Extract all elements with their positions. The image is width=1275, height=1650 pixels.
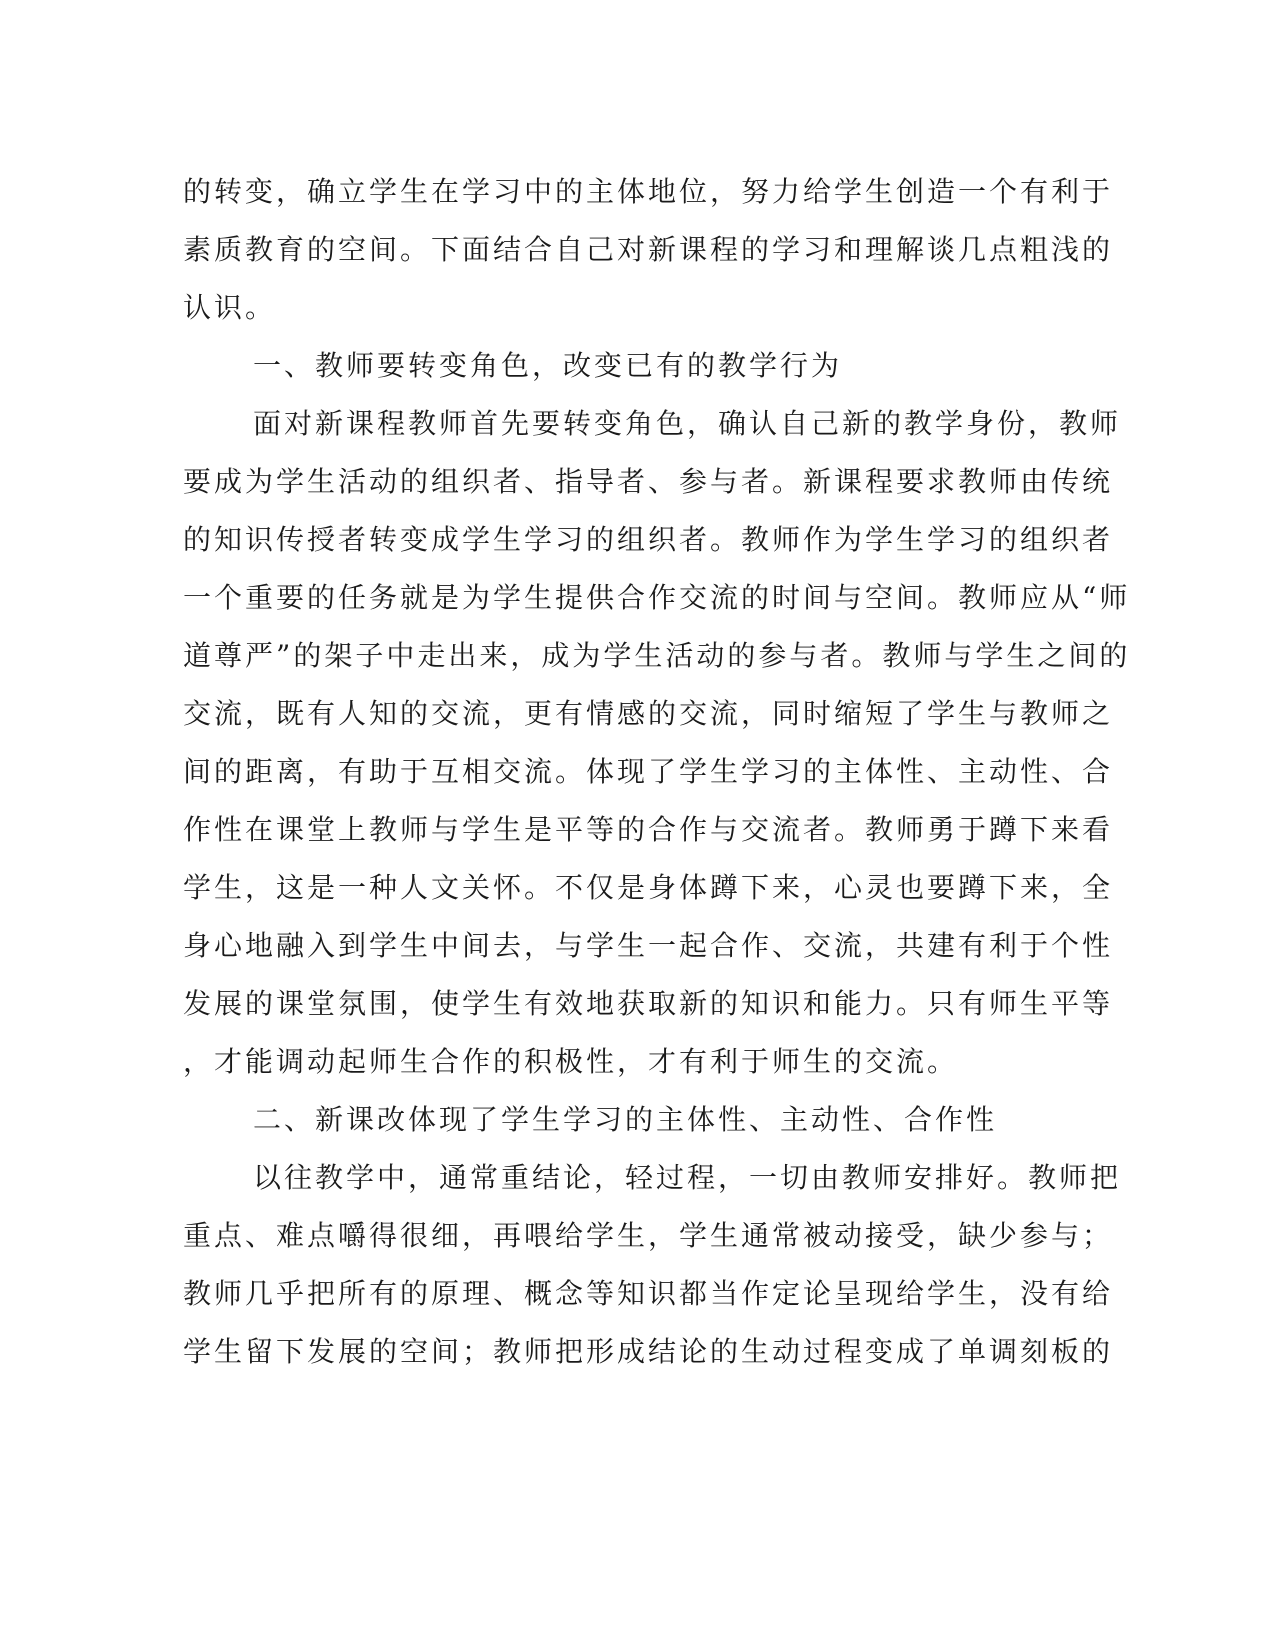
text-line: 重点、难点嚼得很细，再喂给学生，学生通常被动接受，缺少参与；: [183, 1219, 1114, 1252]
document-body: [183, 163, 1131, 1381]
text-line: 要成为学生活动的组织者、指导者、参与者。新课程要求教师由传统: [183, 465, 1114, 498]
text-line: 一个重要的任务就是为学生提供合作交流的时间与空间。教师应从“师: [183, 581, 1131, 614]
text-line: 学生留下发展的空间；教师把形成结论的生动过程变成了单调刻板的: [183, 1335, 1114, 1368]
section-heading-1: 一、教师要转变角色，改变已有的教学行为: [253, 349, 843, 382]
paragraph-start: 面对新课程教师首先要转变角色，确认自己新的教学身份，教师: [253, 407, 1122, 440]
text-line: ，才能调动起师生合作的积极性，才有利于师生的交流。: [183, 1045, 959, 1078]
text-line: 交流，既有人知的交流，更有情感的交流，同时缩短了学生与教师之: [183, 697, 1114, 730]
text-line: 作性在课堂上教师与学生是平等的合作与交流者。教师勇于蹲下来看: [183, 813, 1114, 846]
text-line: 道尊严”的架子中走出来，成为学生活动的参与者。教师与学生之间的: [183, 639, 1131, 672]
text-line: 身心地融入到学生中间去，与学生一起合作、交流，共建有利于个性: [183, 929, 1114, 962]
paragraph-start: 以往教学中，通常重结论，轻过程，一切由教师安排好。教师把: [253, 1161, 1122, 1194]
text-line: 认识。: [183, 291, 277, 324]
text-line: 的转变，确立学生在学习中的主体地位，努力给学生创造一个有利于: [183, 175, 1114, 208]
text-line: 教师几乎把所有的原理、概念等知识都当作定论呈现给学生，没有给: [183, 1277, 1114, 1310]
text-line: 素质教育的空间。下面结合自己对新课程的学习和理解谈几点粗浅的: [183, 233, 1114, 266]
text-line: 间的距离，有助于互相交流。体现了学生学习的主体性、主动性、合: [183, 755, 1114, 788]
text-line: 发展的课堂氛围，使学生有效地获取新的知识和能力。只有师生平等: [183, 987, 1114, 1020]
text-line: 学生，这是一种人文关怀。不仅是身体蹲下来，心灵也要蹲下来，全: [183, 871, 1114, 904]
section-heading-2: 二、新课改体现了学生学习的主体性、主动性、合作性: [253, 1103, 998, 1136]
text-line: 的知识传授者转变成学生学习的组织者。教师作为学生学习的组织者: [183, 523, 1114, 556]
